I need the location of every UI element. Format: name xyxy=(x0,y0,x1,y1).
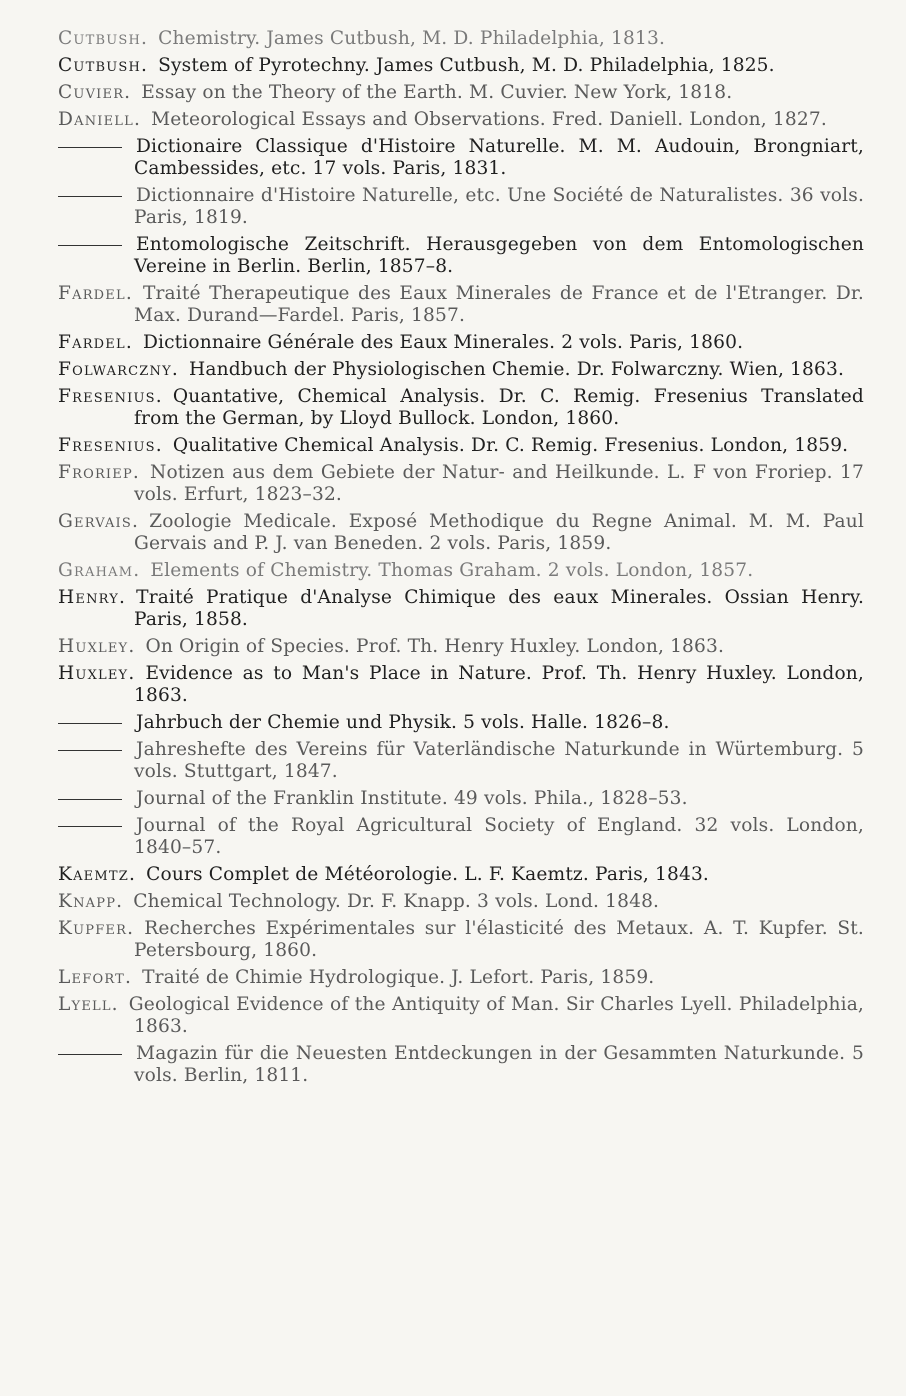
ditto-dash xyxy=(58,147,128,148)
entry-author: Fresenius. xyxy=(58,435,163,456)
bibliography-entry xyxy=(58,55,864,77)
entry-text: Journal of the Royal Agricultural Society of England. 32 vols. London, 1840–57. xyxy=(134,815,864,858)
entry-author: Fardel. xyxy=(58,332,133,353)
entry-text: Handbuch der Physiologischen Chemie. Dr. Folwarczny. Wien, 1863. xyxy=(189,359,845,380)
entry-text: Recherches Expérimentales sur l'élasticité des Metaux. A. T. Kupfer. St. Petersbourg, 1860. xyxy=(134,918,864,961)
bibliography-entry xyxy=(58,560,864,582)
bibliography-entry xyxy=(58,918,864,962)
entry-text: Evidence as to Man's Place in Nature. Prof. Th. Henry Huxley. London, 1863. xyxy=(134,663,864,706)
bibliography-entry xyxy=(58,511,864,555)
entry-text: Traité Pratique d'Analyse Chimique des eaux Minerales. Ossian Henry. Paris, 1858. xyxy=(134,587,864,630)
bibliography-list xyxy=(58,28,864,1087)
bibliography-entry xyxy=(58,359,864,381)
entry-author: Cuvier. xyxy=(58,82,132,103)
bibliography-entry xyxy=(58,1043,864,1087)
ditto-dash xyxy=(58,799,128,800)
entry-author: Daniell. xyxy=(58,109,142,130)
entry-author: Huxley. xyxy=(58,663,136,684)
entry-author: Fardel. xyxy=(58,283,133,304)
bibliography-entry xyxy=(58,636,864,658)
entry-text: Qualitative Chemical Analysis. Dr. C. Remig. Fresenius. London, 1859. xyxy=(172,435,849,456)
entry-text: Traité de Chimie Hydrologique. J. Lefort. Paris, 1859. xyxy=(142,967,655,988)
ditto-dash xyxy=(58,196,128,197)
ditto-dash xyxy=(58,1054,128,1055)
entry-text: Jahreshefte des Vereins für Vaterländische Naturkunde in Würtemburg. 5 vols. Stuttgart, 1847. xyxy=(134,739,864,782)
entry-author: Gervais. xyxy=(58,511,140,532)
entry-author: Lefort. xyxy=(58,967,133,988)
entry-text: Essay on the Theory of the Earth. M. Cuvier. New York, 1818. xyxy=(141,82,733,103)
entry-text: On Origin of Species. Prof. Th. Henry Huxley. London, 1863. xyxy=(145,636,725,657)
entry-author: Cutbush. xyxy=(58,55,149,76)
entry-author: Folwarczny. xyxy=(58,359,179,380)
bibliography-entry xyxy=(58,739,864,783)
entry-author: Knapp. xyxy=(58,891,124,912)
bibliography-entry xyxy=(58,587,864,631)
entry-text: Dictionaire Classique d'Histoire Naturelle. M. M. Audouin, Brongniart, Cambessides, etc. 17 vols. Paris, 1831. xyxy=(134,136,864,179)
entry-text: Geological Evidence of the Antiquity of Man. Sir Charles Lyell. Philadelphia, 1863. xyxy=(128,994,864,1037)
entry-author: Kaemtz. xyxy=(58,864,137,885)
ditto-dash xyxy=(58,826,128,827)
bibliography-entry xyxy=(58,712,864,734)
entry-text: Zoologie Medicale. Exposé Methodique du Regne Animal. M. M. Paul Gervais and P. J. van Beneden. 2 vols. Paris, 1859. xyxy=(134,511,864,554)
bibliography-entry xyxy=(58,435,864,457)
bibliography-entry xyxy=(58,864,864,886)
entry-author: Cutbush. xyxy=(58,28,149,49)
bibliography-entry xyxy=(58,82,864,104)
entry-author: Huxley. xyxy=(58,636,136,657)
entry-text: Chemistry. James Cutbush, M. D. Philadelphia, 1813. xyxy=(158,28,666,49)
ditto-dash xyxy=(58,750,128,751)
bibliography-entry xyxy=(58,815,864,859)
entry-author: Lyell. xyxy=(58,994,119,1015)
entry-author: Henry. xyxy=(58,587,127,608)
bibliography-entry xyxy=(58,28,864,50)
bibliography-entry xyxy=(58,967,864,989)
bibliography-entry xyxy=(58,185,864,229)
entry-text: Meteorological Essays and Observations. Fred. Daniell. London, 1827. xyxy=(151,109,827,130)
bibliography-entry xyxy=(58,136,864,180)
entry-text: Traité Therapeutique des Eaux Minerales de France et de l'Etranger. Dr. Max. Durand—Fardel. Paris, 1857. xyxy=(134,283,864,326)
bibliography-entry xyxy=(58,386,864,430)
entry-author: Graham. xyxy=(58,560,141,581)
bibliography-entry xyxy=(58,109,864,131)
entry-text: Notizen aus dem Gebiete der Natur- and Heilkunde. L. F von Froriep. 17 vols. Erfurt, 1823–32. xyxy=(134,462,864,505)
entry-author: Kupfer. xyxy=(58,918,135,939)
entry-text: Journal of the Franklin Institute. 49 vols. Phila., 1828–53. xyxy=(136,788,688,809)
bibliography-entry xyxy=(58,788,864,810)
ditto-dash xyxy=(58,245,128,246)
bibliography-entry xyxy=(58,663,864,707)
entry-text: Dictionnaire d'Histoire Naturelle, etc. Une Société de Naturalistes. 36 vols. Paris, 1819. xyxy=(134,185,864,228)
entry-text: Quantative, Chemical Analysis. Dr. C. Remig. Fresenius Translated from the German, by Lloyd Bullock. London, 1860. xyxy=(134,386,864,429)
bibliography-entry xyxy=(58,332,864,354)
entry-text: Cours Complet de Météorologie. L. F. Kaemtz. Paris, 1843. xyxy=(146,864,709,885)
entry-text: Dictionnaire Générale des Eaux Minerales. 2 vols. Paris, 1860. xyxy=(142,332,744,353)
bibliography-entry xyxy=(58,994,864,1038)
bibliography-entry xyxy=(58,462,864,506)
entry-author: Froriep. xyxy=(58,462,141,483)
bibliography-entry xyxy=(58,234,864,278)
ditto-dash xyxy=(58,723,128,724)
entry-text: Jahrbuch der Chemie und Physik. 5 vols. Halle. 1826–8. xyxy=(136,712,670,733)
bibliography-entry xyxy=(58,283,864,327)
entry-author: Fresenius. xyxy=(58,386,163,407)
entry-text: Chemical Technology. Dr. F. Knapp. 3 vols. Lond. 1848. xyxy=(133,891,660,912)
entry-text: Elements of Chemistry. Thomas Graham. 2 vols. London, 1857. xyxy=(150,560,754,581)
entry-text: Entomologische Zeitschrift. Herausgegeben von dem Entomologischen Vereine in Berlin. Berlin, 1857–8. xyxy=(134,234,864,277)
bibliography-entry xyxy=(58,891,864,913)
entry-text: System of Pyrotechny. James Cutbush, M. D. Philadelphia, 1825. xyxy=(158,55,775,76)
entry-text: Magazin für die Neuesten Entdeckungen in der Gesammten Naturkunde. 5 vols. Berlin, 1811. xyxy=(134,1043,864,1086)
